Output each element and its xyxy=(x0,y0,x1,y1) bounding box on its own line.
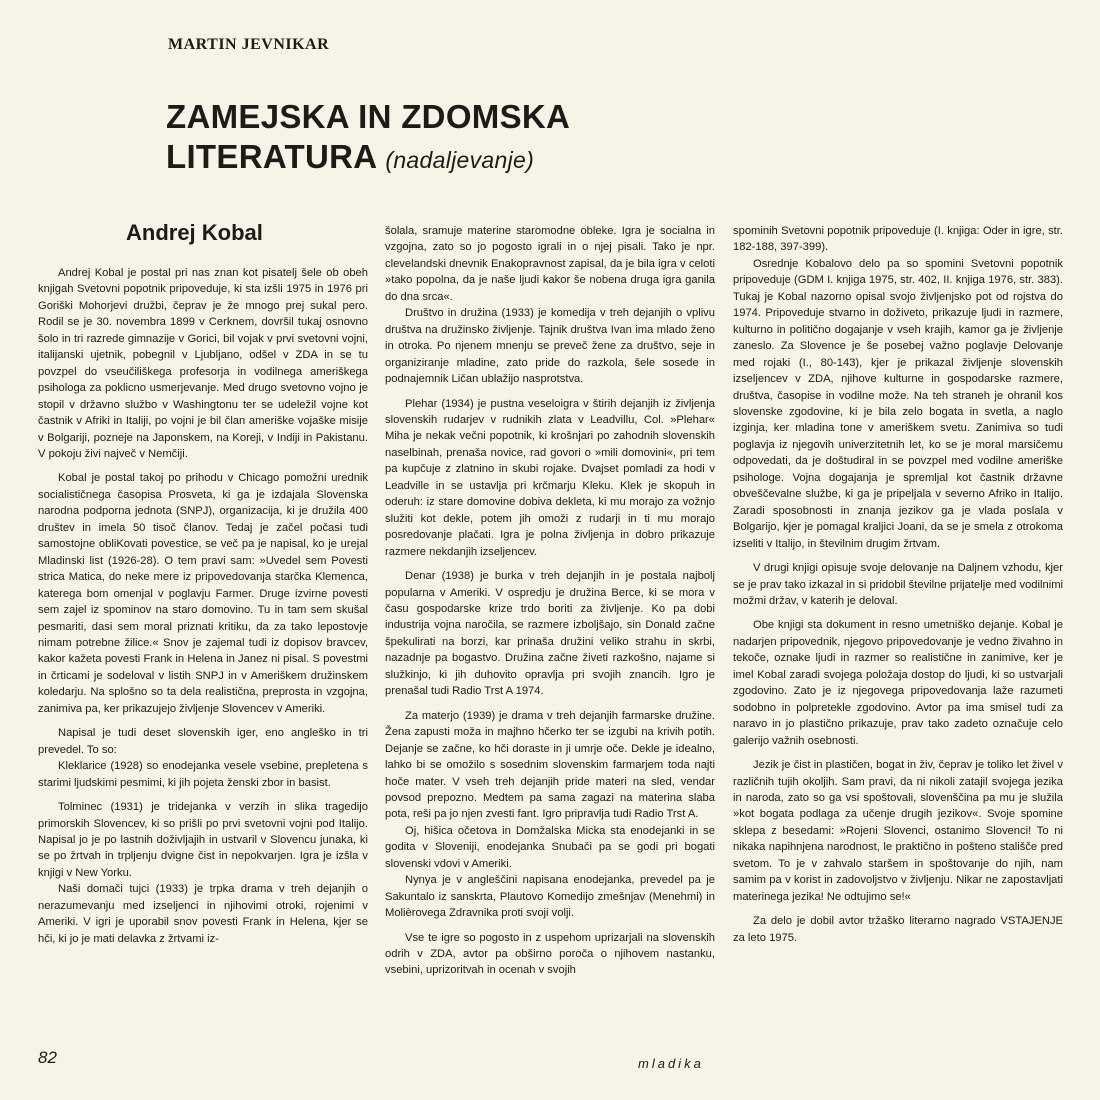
paragraph: Plehar (1934) je pustna veseloigra v štirih dejanjih iz življenja slovenskih rudarjev v rudnikih zlata v Leadvillu, Col. »Plehar« Miha je nekak večni popotnik, ki krošnjari po zahodnih slovenskih naselbinah, prenaša novice, rad govori o »mili domovini«, pri tem pa kupčuje z zlatnino in skubi rojake. Dvajset pomladi za hodi v Leadville in se ustavlja pri krčmarju Kleku. Klek je skopuh in oderuh: iz stare domovine dobiva dekleta, ki mu morajo za vožnjo služiti kot dekle, potem jih omoži z rudarji in ti mu morajo posredovanje plačati. Igra je polna življenja in dobro prikazuje razmere nekdanjih izseljencev. xyxy=(385,397,715,558)
magazine-name: mladika xyxy=(638,1056,704,1071)
author-name: MARTIN JEVNIKAR xyxy=(168,36,330,53)
paragraph: Za delo je dobil avtor tržaško literarno nagrado VSTAJENJE za leto 1975. xyxy=(733,915,1063,944)
paragraph: Andrej Kobal je postal pri nas znan kot pisatelj šele ob obeh knjigah Svetovni popotnik pripoveduje, ki sta izšli 1975 in 1976 pri Goriški Mohorjevi družbi, čeprav je že mnogo prej sukal pero. Rodil se je 30. novembra 1899 v Cerknem, dovršil tukaj osnovno šolo in tri razrede gimnazije v Gorici, bil vojak v prvi svetovni vojni, italijanski ujetnik, pobegnil v Ljubljano, odšel v ZDA in se tu povzpel do vseučiliškega profesorja in vodilnega ameriškega psihologa za poklicno usmerjevanje. Med drugo svetovno vojno je stopil v državno službo v Washingtonu ter se udeležil vojne kot častnik v Afriki in Italiji, po vojni je bil član ameriške vojaške misije v Bolgariji, pozneje na Japonskem, na Koreji, v Indiji in Pakistanu. V pokoju živi največ v Nemčiji. xyxy=(38,267,368,460)
section-heading: Andrej Kobal xyxy=(126,220,263,245)
paragraph: Jezik je čist in plastičen, bogat in živ, čeprav je toliko let živel v različnih tujih okoljih. Sam pravi, da ni nikoli zatajil svojega jezika in naroda, zato so ga vsi spoštovali, slovenščina pa mu je služila »kot bogata podlaga za učenje drugih jezikov«. Svoje spomine sklepa z besedami: »Rojeni Slovenci, ostanimo Slovenci! To ni nikaka napihnjena narodnost, le praktično in pošteno stališče pred svetom. To je v zahvalo staršem in spoštovanje do njih, nam samim pa v korist in zadovoljstvo v življenju. Nikar ne zapostavljati materinega jezika! Ne odtujimo se!« xyxy=(733,759,1063,903)
title-line-1: ZAMEJSKA IN ZDOMSKA xyxy=(166,98,571,135)
paragraph: Tolminec (1931) je tridejanka v verzih in slika tragedijo primorskih Slovencev, ki so prišli po prvi svetovni vojni pod Italijo. Napisal jo je po lastnih doživljajih in ustvaril v Slovencu junaka, ki se po žrtvah in trpljenju dvigne čist in nepokvarjen. Igra je izšla v knjigi v New Yorku. xyxy=(38,801,368,879)
paragraph: Obe knjigi sta dokument in resno umetniško dejanje. Kobal je nadarjen pripovednik, njegovo pripovedovanje je vedno živahno in tekoče, oznake ljudi in razmer so realistične in zanimive, ker je imel Kobal zaradi svojega položaja dostop do ljudi, ki so ustvarjali zgodovino. Zato je iz njegovega pripovedovanja laže razumeti sodobno in polpretekle zgodovino. Avtor pa ima smisel tudi za naravo in jo plastično prikazuje, prav tako zadeto označuje celo galerijo važnih osebnosti. xyxy=(733,619,1063,747)
title-line-2-wrapper xyxy=(166,137,570,180)
text-column-1 xyxy=(38,265,368,947)
paragraph: Kobal je postal takoj po prihodu v Chicago pomožni urednik socialističnega časopisa Prosveta, ki ga je izdajala Slovenska narodna podporna jednota (SNPJ), organizacija, ki je družila 400 društev in imela 50 tisoč članov. Tedaj je začel počasi tudi samostojne obliKovati povestice, se več pa je napisal, ko je urejal Mladinski list (1926-28). O tem pravi sam: »Uvedel sem Povesti strica Matica, do neke mere iz pripovedovanja starčka Klemenca, katerega bom omenjal v poglavju Farmer. Druge izvirne povesti sem zajel iz spominov na staro domovino. Tu in tam sem skušal pesmariti, dasi sem moral priznati kritiku, da za tako lepostovje nimam potrebne žilice.« Snov je zajemal tudi iz dopisov bravcev, kakor kažeta povesti Frank in Helena in Janez ni pisal. S povestmi in črticami je sodeloval v listih SNPJ in v Ameriškem družinskem koledarju. Na splošno so ta dela realistična, preprosta in vzgojna, zanimiva pa, ker prikazujejo življenje Slovencev v Ameriki. xyxy=(38,472,368,715)
title-subtitle: (nadaljevanje) xyxy=(385,147,535,173)
paragraph: Društvo in družina (1933) je komedija v treh dejanjih o vplivu društva na družinsko življenje. Tajnik društva Ivan ima mlado ženo in otroka. Po njenem mnenju se preveč žene za društvo, seje in organiziranje mladine, zato pride do razkola, šele sosede in podnajemnik Ličan ublažijo nasprotstva. xyxy=(385,307,715,386)
paragraph: Napisal je tudi deset slovenskih iger, eno angleško in tri prevedel. To so: xyxy=(38,727,368,756)
paragraph: Vse te igre so pogosto in z uspehom uprizarjali na slovenskih odrih v ZDA, avtor pa obširno poroča o njihovem nastanku, vsebini, uprizoritvah in ocenah v svojih xyxy=(385,931,715,977)
paragraph: Denar (1938) je burka v treh dejanjih in je postala najbolj popularna v Ameriki. V ospredju je družina Berce, ki se mora v času gospodarske krize trdo boriti za življenje. Ko pa dobi industrija vojna naročila, se razmere izboljšajo, sin Donald začne špekulirati na borzi, kar prinaša družini veliko strahu in skrbi, nazadnje pa bogastvo. Družina začne živeti razkošno, najame si služkinjo, ki jih duhovito opravlja pri svojih znancih. Igro je prenašal tudi Radio Trst A 1974. xyxy=(385,570,715,698)
paragraph: Oj, hišica očetova in Domžalska Micka sta enodejanki in se godita v Sloveniji, enodejanka Snubači pa se godi pri bogati slovenski vdovi v Ameriki. xyxy=(385,824,715,870)
paragraph: Za materjo (1939) je drama v treh dejanjih farmarske družine. Žena zapusti moža in majhno hčerko ter se izgubi na krivih potih. Dejanje se začne, ko hči doraste in ji umrje oče. Dekle je idealno, lahko bi se omožilo s sosednim slovenskim farmarjem toda najti hoče mater. V vseh treh dejanjih pride materi na sled, vendar povsod prepozno. Medtem pa sama zagazi na materina slaba pota, reši pa jo njen zvesti fant. Igro pripravlja tudi Radio Trst A. xyxy=(385,709,715,821)
page-number: 82 xyxy=(38,1048,57,1067)
paragraph: V drugi knjigi opisuje svoje delovanje na Daljnem vzhodu, kjer se je prav tako izkazal in si pridobil številne prijatelje med vodilnimi možmi držav, v katerih je deloval. xyxy=(733,562,1063,607)
paragraph: spominih Svetovni popotnik pripoveduje (I. knjiga: Oder in igre, str. 182-188, 397-399). xyxy=(733,225,1063,254)
text-column-2 xyxy=(385,223,715,979)
article-title xyxy=(166,97,570,180)
text-column-3 xyxy=(733,223,1063,946)
paragraph: Kleklarice (1928) so enodejanka vesele vsebine, prepletena s starimi ljudskimi pesmimi, ki jih pojeta ženski zbor in basist. xyxy=(38,760,368,789)
paragraph: Osrednje Kobalovo delo pa so spomini Svetovni popotnik pripoveduje (GDM I. knjiga 1975, str. 402, II. knjiga 1976, str. 383). Tukaj je Kobal nazorno opisal svojo življenjsko pot od rojstva do 1974. Pripoveduje stvarno in doživeto, prikazuje ljudi in razmere, kulturno in politično dogajanje v vseh krajih, kamor ga je življenje zaneslo. Za Slovence je še posebej važno poglavje Delovanje med rojaki (I., 80-143), kjer je prikazal življenje slovenskih izseljencev v ZDA, njihove kulturne in gospodarske razmere, društva, časopise in vodilne može. Na teh straneh je ohranil kos slovenske zgodovine, ki je bila zelo bogata in svetla, a naglo izginja, ker mladina tone v ameriškem svetu. Zanimiva so tudi poglavja iz njegovih univerzitetnih let, ko se je moral marsičemu odpovedati, da je doštudiral in se povzpel med vodilne ameriške psihologe. Vojna dogajanja je spremljal kot častnik državne obveščevalne službe, ki ga je pripeljala v severno Afriko in Italijo. Zaradi sposobnosti in znanja jezikov ga je vlada poslala v Bolgarijo, kjer je pomagal kraljici Joani, da se je smela z otrokoma izseliti v Italijo, in številnim drugim žrtvam. xyxy=(733,257,1063,550)
title-line-2: LITERATURA xyxy=(166,138,378,175)
paragraph: šolala, sramuje materine staromodne obleke. Igra je socialna in vzgojna, zato so jo pogosto igrali in o njej pisali. Tako je npr. clevelandski dnevnik Enakopravnost zapisal, da je bila igra v celoti »tako popolna, da je naše ljudi kakor še nobena druga igra ganila do dna srca«. xyxy=(385,225,715,303)
paragraph: Naši domači tujci (1933) je trpka drama v treh dejanjih o nerazumevanju med izseljenci in njihovimi otroki, rojenimi v Ameriki. V igri je uporabil snov povesti Frank in Helena, kjer se hči, ki jo je mati delavka z žrtvami iz- xyxy=(38,883,368,945)
paragraph: Nynya je v angleščini napisana enodejanka, prevedel pa je Sakuntalo iz sanskrta, Plautovo Komedijo zmešnjav (Menehmi) in Molièrovega Zdravnika proti svoji volji. xyxy=(385,874,715,920)
